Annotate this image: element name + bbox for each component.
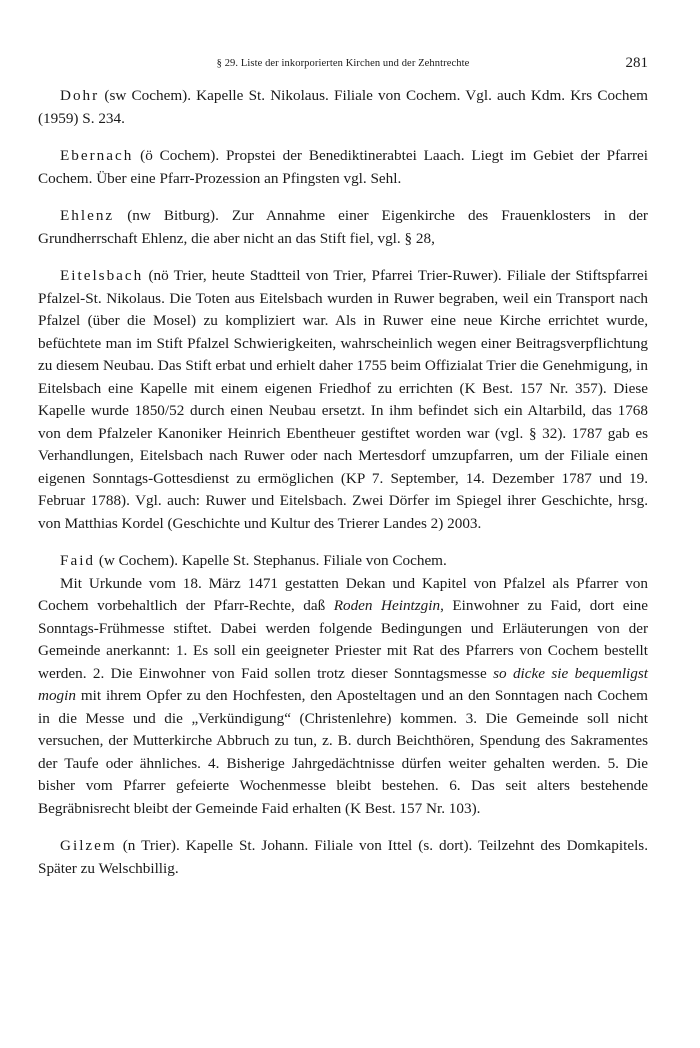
page-body (38, 85, 648, 880)
entry-text: (w Cochem). Kapelle St. Stephanus. Filiale von Cochem. (95, 552, 447, 569)
entry-text: (nö Trier, heute Stadtteil von Trier, Pfarrei Trier-Ruwer). Filiale der Stiftspfarrei Pfalzel-St. Nikolaus. Die Toten aus Eitelsbach wurden in Ruwer begraben, weil ein Transport nach Pfalzel (über die Mosel) zu kompliziert war. Als in Ruwer eine neue Kirche errichtet wurde, befüchtete man im Stift Pfalzel Schwierigkeiten, wahrscheinlich wegen einer Beitragsverpflichtung zu diesem Neubau. Das Stift erbat und erhielt daher 1755 beim Offizialat Trier die Genehmigung, in Eitelsbach eine Kapelle mit einem eigenen Friedhof zu errichten (K Best. 157 Nr. 357). Diese Kapelle wurde 1850/52 durch einen Neubau ersetzt. In ihm befindet sich ein Altarbild, das 1768 von dem Pfalzeler Kanoniker Heinrich Ebentheuer gestiftet worden war (vgl. § 32). 1787 gab es Verhandlungen, Eitelsbach nach Ruwer oder nach Mertesdorf umzupfarren, um der Filiale einen eigenen Sonntags-Gottesdienst zu ermöglichen (KP 7. September, 14. Dezember 1787 und 19. Februar 1788). Vgl. auch: Ruwer und Eitelsbach. Zwei Dörfer im Spiegel ihrer Geschichte, hrsg. von Matthias Kordel (Geschichte und Kultur des Trierer Landes 2) 2003. (38, 267, 648, 532)
entry-text: , Einwohner zu Faid, dort eine Sonntags-Frühmesse stiftet. Dabei werden folgende Bedingungen und Erläuterungen von der Gemeinde anerkannt: 1. Es soll ein geeigneter Priester mit Rat des Pfarrers von Cochem bestellt werden. 2. Die Einwohner von Faid sollen trotz dieser Sonntagsmesse (38, 597, 648, 682)
entry-faid-continuation (38, 573, 648, 821)
entry-name: Ebernach (60, 147, 134, 164)
page-number: 281 (625, 55, 648, 71)
entry-name: Gilzem (60, 837, 117, 854)
entry-dohr (38, 85, 648, 130)
entry-name: Eitelsbach (60, 267, 144, 284)
entry-name: Ehlenz (60, 207, 115, 224)
entry-ebernach (38, 145, 648, 190)
entry-text: (sw Cochem). Kapelle St. Nikolaus. Filiale von Cochem. Vgl. auch Kdm. Krs Cochem (1959) S. 234. (38, 87, 648, 127)
entry-name: Faid (60, 552, 96, 569)
entry-faid (38, 550, 648, 820)
entry-text: (nw Bitburg). Zur Annahme einer Eigenkirche des Frauenklosters in der Grundherrschaft Ehlenz, die aber nicht an das Stift fiel, vgl. § 28, (38, 207, 648, 247)
quoted-phrase: so dicke sie bequemligst mogin (38, 664, 648, 704)
entry-ehlenz (38, 205, 648, 250)
page-header (38, 55, 648, 75)
entry-text: Mit Urkunde vom 18. März 1471 gestatten Dekan und Kapitel von Pfalzel als Pfarrer von Cochem vorbehaltlich der Pfarr-Rechte, daß (38, 574, 648, 614)
entry-gilzem (38, 835, 648, 880)
entry-text: (n Trier). Kapelle St. Johann. Filiale von Ittel (s. dort). Teilzehnt des Domkapitels. Später zu Welschbillig. (38, 837, 648, 877)
quoted-name: Roden Heintzgin (333, 597, 441, 614)
entry-text: (ö Cochem). Propstei der Benediktinerabtei Laach. Liegt im Gebiet der Pfarrei Cochem. Über eine Pfarr-Prozession an Pfingsten vgl. Sehl. (38, 147, 648, 187)
running-head: § 29. Liste der inkorporierten Kirchen und der Zehntrechte (216, 58, 470, 69)
entry-name: Dohr (60, 87, 100, 104)
entry-text: mit ihrem Opfer zu den Hochfesten, den Aposteltagen und an den Sonntagen nach Cochem in die Messe und die „Verkündigung“ (Christenlehre) kommen. 3. Die Gemeinde soll nicht versuchen, der Mutterkirche Abbruch zu tun, z. B. durch Beichthören, Spendung des Sakramentes der Taufe oder ähnliches. 4. Bisherige Jahrgedächtnisse dürfen weiter gehalten werden. 5. Die bisher vom Pfarrer gefeierte Wochenmesse bleibt bestehen. 6. Das seit alters bestehende Begräbnisrecht bleibt der Gemeinde Faid erhalten (K Best. 157 Nr. 103). (38, 687, 648, 817)
entry-eitelsbach (38, 265, 648, 535)
